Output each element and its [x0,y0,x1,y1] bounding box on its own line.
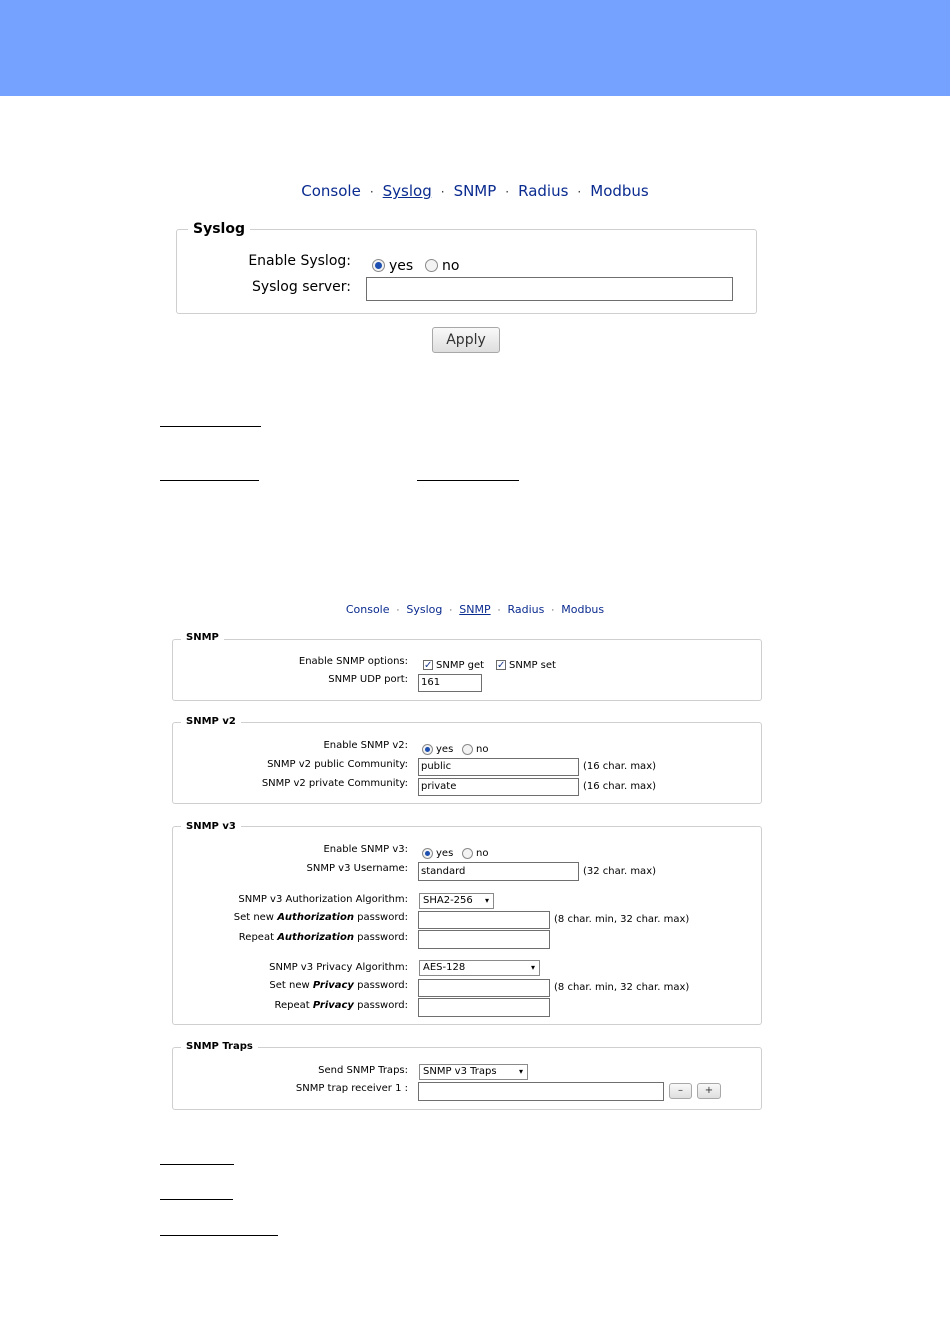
snmp-get-label: SNMP get [436,660,485,671]
remove-receiver-button[interactable]: – [669,1083,692,1099]
snmp-v3-username-input[interactable]: standard [418,862,579,881]
nav-console-link[interactable]: Console [345,603,390,616]
syslog-no-label: no [442,258,460,274]
underline-rule [160,426,261,427]
snmp-udp-port-label: SNMP UDP port: [328,674,408,685]
enable-syslog-label: Enable Syslog: [248,253,351,269]
repeat-text: Repeat [274,1000,310,1011]
snmp-udp-port-input[interactable]: 161 [418,674,482,692]
snmp-set-checkbox[interactable]: ✓ [497,660,506,671]
set-privacy-password-input[interactable] [418,979,550,997]
snmp-v2-yes-radio[interactable] [422,744,433,755]
enable-snmp-v3-label: Enable SNMP v3: [323,844,408,855]
snmp-traps-legend: SNMP Traps [181,1041,258,1052]
repeat-auth-password-input[interactable] [418,930,550,949]
auth-algorithm-value: SHA2-256 [423,895,473,906]
password-text: password: [357,912,408,923]
add-receiver-button[interactable]: + [697,1083,721,1099]
send-snmp-traps-label: Send SNMP Traps: [318,1065,408,1076]
privacy-algorithm-value: AES-128 [423,962,466,973]
chevron-down-icon: ▾ [518,1067,523,1076]
snmp-v3-yes-label: yes [436,848,454,859]
set-new-text: Set new [233,912,274,923]
repeat-text: Repeat [238,932,274,943]
snmp-v2-public-hint: (16 char. max) [583,761,657,772]
snmp-v3-legend: SNMP v3 [181,821,241,832]
snmp-v3-username-label: SNMP v3 Username: [306,863,408,874]
password-text: password: [357,932,408,943]
nav-separator: · [505,185,510,199]
nav-snmp-link[interactable]: SNMP [459,603,491,616]
snmp-v3-privacy-algorithm-select[interactable] [419,960,540,976]
snmp-trap-receiver-input[interactable] [418,1082,664,1101]
enable-snmp-v2-label: Enable SNMP v2: [323,740,408,751]
chevron-down-icon: ▾ [484,896,489,905]
password-text: password: [357,1000,408,1011]
snmp-v2-legend: SNMP v2 [181,716,241,727]
send-traps-value: SNMP v3 Traps [423,1066,497,1077]
snmp-v2-public-input[interactable]: public [418,758,579,776]
snmp-v2-private-label: SNMP v2 private Community: [261,778,408,789]
set-privacy-password-label [269,980,408,991]
snmp-v2-private-hint: (16 char. max) [583,781,657,792]
nav-syslog-link[interactable]: Syslog [382,182,432,200]
nav-separator: · [440,185,445,199]
privacy-password-hint: (8 char. min, 32 char. max) [554,982,690,993]
set-new-text: Set new [269,980,310,991]
syslog-server-input[interactable] [366,277,733,301]
nav-modbus-link[interactable]: Modbus [561,603,605,616]
snmp-v3-auth-algorithm-label: SNMP v3 Authorization Algorithm: [238,894,408,905]
snmp-v2-no-radio[interactable] [462,744,473,755]
snmp-v3-privacy-algorithm-label: SNMP v3 Privacy Algorithm: [269,962,408,973]
authorization-text: Authorization [277,932,354,943]
set-auth-password-label [234,912,408,923]
syslog-fieldset [176,229,757,314]
syslog-yes-radio[interactable] [372,259,385,272]
repeat-privacy-password-input[interactable] [418,998,550,1017]
syslog-yes-label: yes [389,258,414,274]
nav-syslog-link[interactable]: Syslog [406,603,443,616]
nav-console-link[interactable]: Console [301,182,361,200]
nav-separator: · [497,606,501,616]
auth-password-hint: (8 char. min, 32 char. max) [554,914,690,925]
snmp-page-navigation [0,603,950,616]
syslog-no-radio[interactable] [425,259,438,272]
send-snmp-traps-select[interactable] [419,1064,528,1080]
nav-separator: · [369,185,374,199]
chevron-down-icon: ▾ [530,963,535,972]
set-auth-password-input[interactable] [418,911,550,929]
nav-separator: · [577,185,582,199]
nav-radius-link[interactable]: Radius [518,182,569,200]
password-text: password: [357,980,408,991]
privacy-text: Privacy [312,1000,354,1011]
nav-separator: · [396,606,400,616]
authorization-text: Authorization [277,912,354,923]
snmp-v3-auth-algorithm-select[interactable] [419,893,494,909]
syslog-server-label: Syslog server: [251,279,351,295]
snmp-v3-yes-radio[interactable] [422,848,433,859]
nav-separator: · [449,606,453,616]
underline-rule [160,1199,233,1200]
repeat-privacy-password-label [274,1000,408,1011]
snmp-get-checkbox[interactable]: ✓ [424,660,433,671]
nav-radius-link[interactable]: Radius [507,603,545,616]
underline-rule [417,480,519,481]
snmp-trap-receiver-label: SNMP trap receiver 1 : [295,1083,408,1094]
snmp-legend: SNMP [181,632,224,643]
snmp-v3-username-hint: (32 char. max) [583,866,657,877]
underline-rule [160,1164,234,1165]
header-banner [0,0,950,96]
snmp-v2-yes-label: yes [436,744,454,755]
privacy-text: Privacy [312,980,354,991]
top-navigation [0,182,950,200]
nav-snmp-link[interactable]: SNMP [453,182,497,200]
apply-button[interactable]: Apply [432,327,500,353]
underline-rule [160,1235,278,1236]
nav-modbus-link[interactable]: Modbus [590,182,649,200]
snmp-v3-no-radio[interactable] [462,848,473,859]
repeat-auth-password-label [239,932,408,943]
snmp-v2-private-input[interactable]: private [418,778,579,796]
snmp-v2-no-label: no [476,744,489,755]
nav-separator: · [551,606,555,616]
snmp-options-label: Enable SNMP options: [298,656,408,667]
snmp-set-label: SNMP set [509,660,556,671]
syslog-legend: Syslog [188,221,250,237]
snmp-v2-public-label: SNMP v2 public Community: [267,759,408,770]
underline-rule [160,480,259,481]
snmp-v3-no-label: no [476,848,489,859]
